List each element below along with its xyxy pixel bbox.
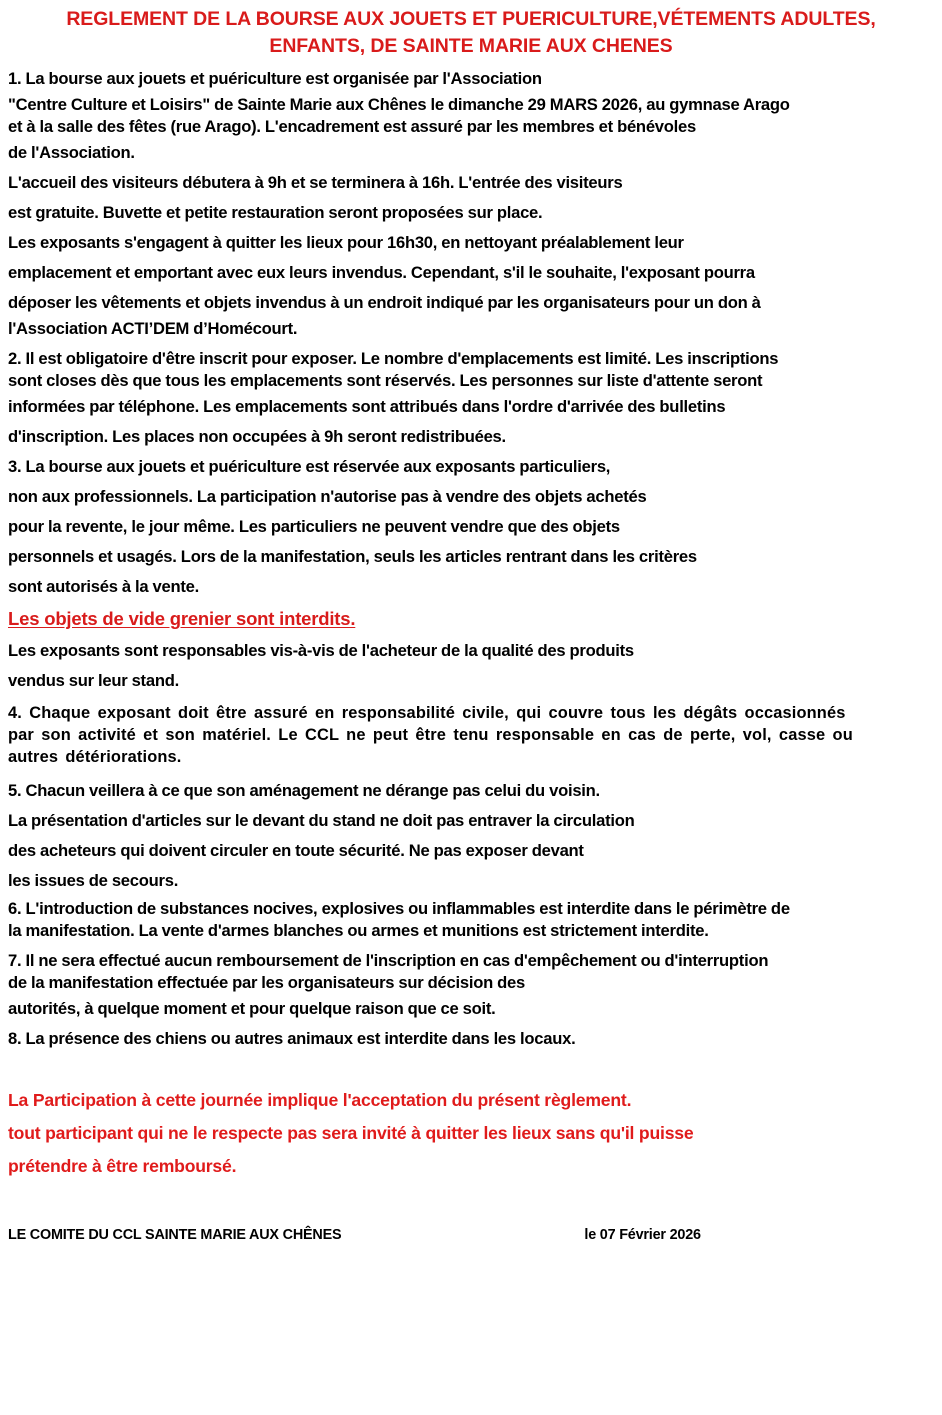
- article-7-line-1: 7. Il ne sera effectué aucun remboursement de l'inscription en cas d'empêchement ou d'interruption: [8, 951, 769, 970]
- page-title-line-2: ENFANTS, DE SAINTE MARIE AUX CHENES: [269, 35, 673, 57]
- article-1-line-6: est gratuite. Buvette et petite restauration seront proposées sur place.: [8, 203, 543, 222]
- article-2-line-2: sont closes dès que tous les emplacements sont réservés. Les personnes sur liste d'attente seront: [8, 371, 763, 390]
- article-5-line-1: 5. Chacun veillera à ce que son aménagement ne dérange pas celui du voisin.: [8, 781, 600, 800]
- closing-line-1: La Participation à cette journée implique l'acceptation du présent règlement.: [8, 1090, 632, 1110]
- article-2-line-4: d'inscription. Les places non occupées à 9h seront redistribuées.: [8, 427, 506, 446]
- article-1-line-9: déposer les vêtements et objets invendus à un endroit indiqué par les organisateurs pour un don à: [8, 293, 761, 312]
- article-8-line-1: 8. La présence des chiens ou autres animaux est interdite dans les locaux.: [8, 1029, 576, 1048]
- article-6-line-1: 6. L'introduction de substances nocives, explosives ou inflammables est interdite dans le périmètre de: [8, 899, 790, 918]
- page-title-line-1: REGLEMENT DE LA BOURSE AUX JOUETS ET PUERICULTURE,VÉTEMENTS ADULTES,: [66, 8, 876, 30]
- article-3-line-2: non aux professionnels. La participation n'autorise pas à vendre des objets achetés: [8, 487, 647, 506]
- article-2-line-1: 2. Il est obligatoire d'être inscrit pour exposer. Le nombre d'emplacements est limité. Les inscriptions: [8, 349, 779, 368]
- article-1-line-1: 1. La bourse aux jouets et puériculture est organisée par l'Association: [8, 69, 542, 88]
- article-4: [8, 702, 934, 768]
- article-2-line-3: informées par téléphone. Les emplacements sont attribués dans l'ordre d'arrivée des bulletins: [8, 397, 726, 416]
- article-5-line-3: des acheteurs qui doivent circuler en toute sécurité. Ne pas exposer devant: [8, 841, 584, 860]
- article-6-line-2: la manifestation. La vente d'armes blanches ou armes et munitions est strictement interdite.: [8, 921, 709, 940]
- article-2-body: [8, 392, 934, 452]
- article-3-liability: [8, 636, 934, 696]
- article-3-line-4: personnels et usagés. Lors de la manifestation, seuls les articles rentrant dans les critères: [8, 547, 697, 566]
- article-3-line-3: pour la revente, le jour même. Les particuliers ne peuvent vendre que des objets: [8, 517, 620, 536]
- prohibition-notice: Les objets de vide grenier sont interdits.: [8, 608, 356, 629]
- article-1-donation: [8, 318, 934, 340]
- article-1-venue: [8, 94, 934, 138]
- article-3-line-6: Les exposants sont responsables vis-à-vis de l'acheteur de la qualité des produits: [8, 641, 634, 660]
- article-4-line-2: par son activité et son matériel. Le CCL ne peut être tenu responsable en cas de perte, vol, casse ou: [8, 726, 853, 744]
- article-5-line-2: La présentation d'articles sur le devant du stand ne doit pas entraver la circulation: [8, 811, 635, 830]
- article-3-line-1: 3. La bourse aux jouets et puériculture est réservée aux exposants particuliers,: [8, 457, 611, 476]
- article-1-line-7: Les exposants s'engagent à quitter les lieux pour 16h30, en nettoyant préalablement leur: [8, 233, 684, 252]
- article-1-assoc: [8, 138, 934, 318]
- closing-line-2: tout participant qui ne le respecte pas sera invité à quitter les lieux sans qu'il puisse: [8, 1123, 694, 1143]
- article-7-head: [8, 950, 934, 994]
- article-7-line-3: autorités, à quelque moment et pour quelque raison que ce soit.: [8, 999, 496, 1018]
- footer: [8, 1227, 934, 1243]
- prohibition-notice-row: [8, 604, 934, 634]
- article-5: [8, 776, 934, 896]
- article-7-line-2: de la manifestation effectuée par les organisateurs sur décision des: [8, 973, 525, 992]
- closing-line-3: prétendre à être remboursé.: [8, 1156, 237, 1176]
- article-1: [8, 64, 934, 94]
- article-1-line-8: emplacement et emportant avec eux leurs invendus. Cependant, s'il le souhaite, l'exposant pourra: [8, 263, 755, 282]
- article-5-line-4: les issues de secours.: [8, 871, 179, 890]
- article-3: [8, 452, 934, 602]
- article-7-body: [8, 994, 934, 1024]
- article-3-line-5: sont autorisés à la vente.: [8, 577, 199, 596]
- article-1-line-10: l'Association ACTI’DEM d’Homécourt.: [8, 319, 298, 338]
- article-8: [8, 1024, 934, 1054]
- page-title: [8, 0, 934, 62]
- closing-statement: [8, 1084, 934, 1183]
- article-4-line-1: 4. Chaque exposant doit être assuré en responsabilité civile, qui couvre tous les dégâts occasionnés: [8, 704, 846, 722]
- article-1-line-2: "Centre Culture et Loisirs" de Sainte Marie aux Chênes le dimanche 29 MARS 2026, au gymnase Arago: [8, 95, 790, 114]
- article-4-line-3: autres détériorations.: [8, 748, 182, 766]
- footer-date: le 07 Février 2026: [584, 1227, 701, 1243]
- article-6: [8, 898, 934, 942]
- footer-signatory: LE COMITE DU CCL SAINTE MARIE AUX CHÊNES: [8, 1227, 342, 1243]
- article-2-head: [8, 348, 934, 392]
- article-1-line-3: et à la salle des fêtes (rue Arago). L'encadrement est assuré par les membres et bénévoles: [8, 117, 696, 136]
- article-3-line-7: vendus sur leur stand.: [8, 671, 179, 690]
- article-1-line-5: L'accueil des visiteurs débutera à 9h et se terminera à 16h. L'entrée des visiteurs: [8, 173, 623, 192]
- article-1-line-4: de l'Association.: [8, 143, 135, 162]
